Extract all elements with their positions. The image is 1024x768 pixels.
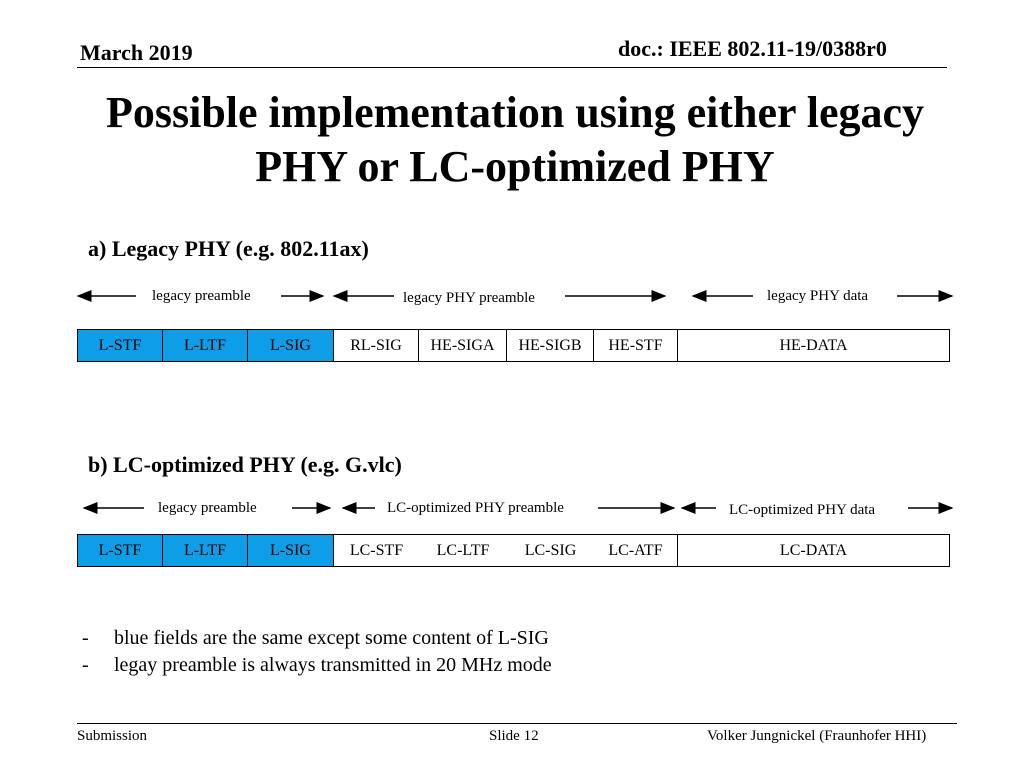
field-l-ltf: L-LTF	[163, 535, 248, 566]
field-lc-sig: LC-SIG	[507, 535, 594, 566]
field-lc-ltf: LC-LTF	[419, 535, 507, 566]
arrow-label-b-legacy: legacy preamble	[158, 500, 257, 516]
field-lc-atf: LC-ATF	[594, 535, 678, 566]
field-l-stf: L-STF	[78, 535, 163, 566]
arrow-label-a-phy: legacy PHY preamble	[403, 290, 535, 306]
section-b-label: b) LC-optimized PHY (e.g. G.vlc)	[88, 452, 402, 477]
title-line-1: Possible implementation using either legacy	[105, 88, 925, 137]
notes-list	[82, 625, 552, 679]
arrow-label-b-phy: LC-optimized PHY preamble	[387, 500, 564, 516]
field-he-data: HE-DATA	[678, 330, 949, 361]
footer-rule	[77, 723, 957, 724]
arrow-label-a-data: legacy PHY data	[767, 288, 869, 304]
field-lc-data: LC-DATA	[678, 535, 949, 566]
arrow-label-a-legacy: legacy preamble	[152, 288, 251, 304]
field-he-siga: HE-SIGA	[419, 330, 507, 361]
header-date: March 2019	[80, 40, 193, 65]
note-text: blue fields are the same except some content of L-SIG	[114, 627, 549, 649]
note-text: legay preamble is always transmitted in 20 MHz mode	[114, 654, 552, 676]
bullet-dash: -	[82, 654, 89, 676]
field-he-sigb: HE-SIGB	[507, 330, 594, 361]
field-he-stf: HE-STF	[594, 330, 678, 361]
bullet-dash: -	[82, 627, 89, 649]
field-lc-stf: LC-STF	[334, 535, 419, 566]
section-a-label: a) Legacy PHY (e.g. 802.11ax)	[88, 236, 369, 261]
title-line-2: PHY or LC-optimized PHY	[255, 142, 775, 191]
frame-lc-optimized-phy	[77, 534, 950, 567]
list-item	[82, 652, 552, 679]
field-l-sig: L-SIG	[248, 330, 334, 361]
field-rl-sig: RL-SIG	[334, 330, 419, 361]
list-item	[82, 625, 552, 652]
header-doc-id: doc.: IEEE 802.11-19/0388r0	[618, 36, 887, 61]
arrow-label-b-data: LC-optimized PHY data	[729, 502, 876, 518]
footer-slide-number: Slide 12	[489, 728, 539, 744]
footer-author: Volker Jungnickel (Fraunhofer HHI)	[707, 728, 927, 744]
footer-submission: Submission	[77, 728, 148, 744]
field-l-sig: L-SIG	[248, 535, 334, 566]
frame-legacy-phy	[77, 329, 950, 362]
field-l-ltf: L-LTF	[163, 330, 248, 361]
field-l-stf: L-STF	[78, 330, 163, 361]
